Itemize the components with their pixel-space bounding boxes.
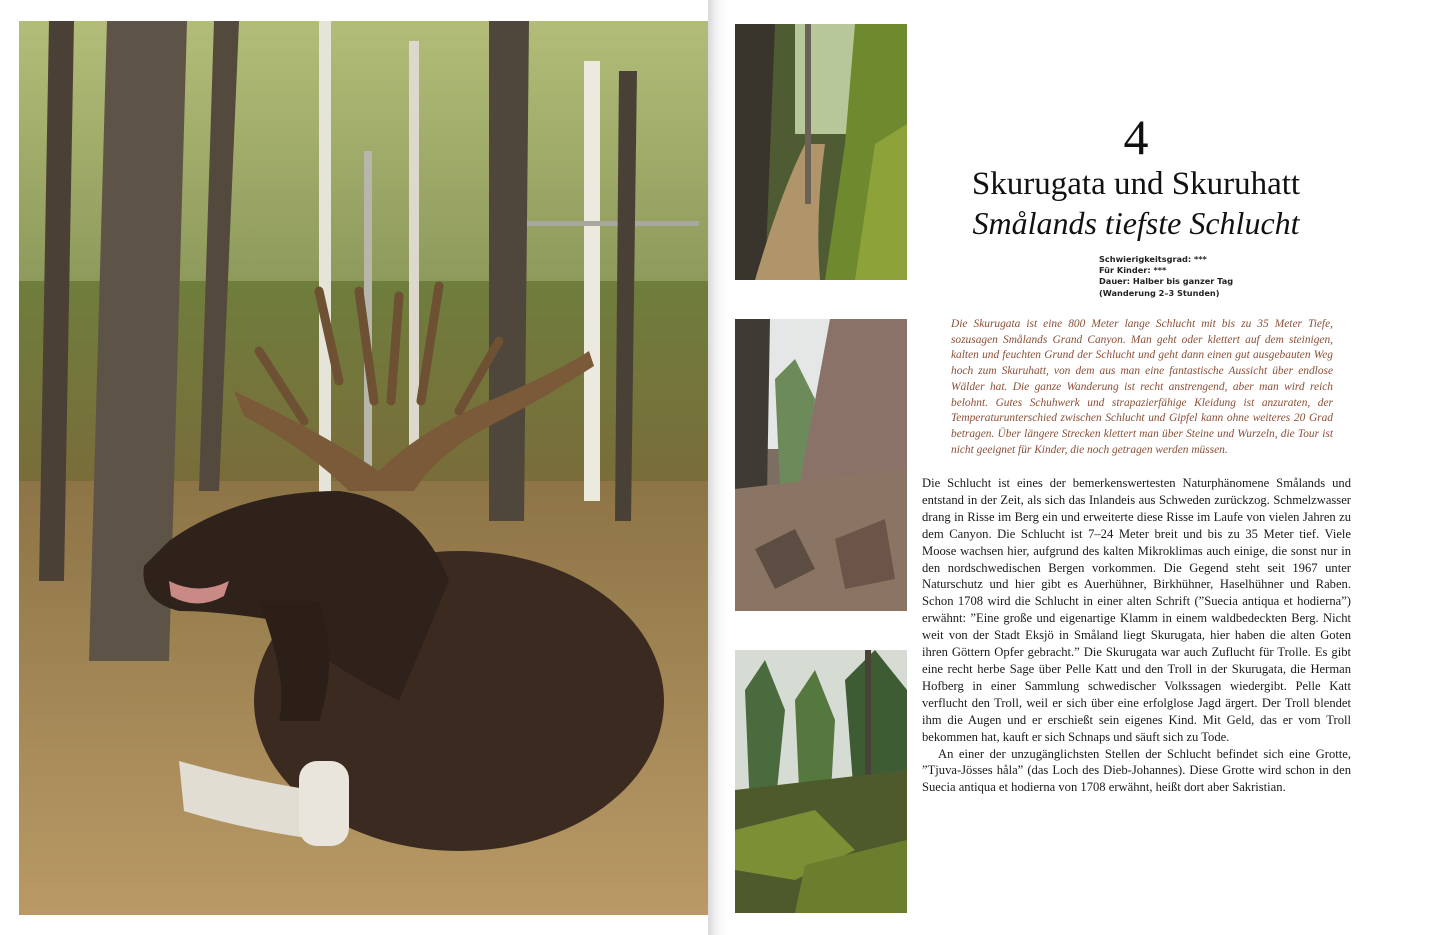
intro-paragraph: Die Skurugata ist eine 800 Meter lange Schlucht mit bis zu 35 Meter Tiefe, sozusagen Smålands Grand Canyon. Man geht oder klettert auf dem steinigen, kalten und feuchten Grund der Schlucht und geht dann einen gut ausgebauten Weg hoch zum Skuruhatt, von dem aus man eine fantastische Aussicht über endlose Wälder hat. Die ganze Wanderung ist recht anstrengend, aber man wird reich belohnt. Gutes Schuhwerk und strapazierfähige Kleidung ist anzuraten, der Temperaturunterschied zwischen Schlucht und Gipfel kann ohne weiteres 20 Grad betragen. Über längere Strecken klettert man über Steine und Wurzeln, die Tour ist nicht geeignet für Kinder, die noch getragen werden müssen. — [951, 318, 1333, 456]
gorge-photo-rocks — [735, 319, 907, 611]
tour-facts — [1099, 254, 1299, 299]
chapter-title: Skurugata und Skuruhatt — [971, 166, 1301, 202]
chapter-subtitle: Smålands tiefste Schlucht — [972, 205, 1300, 241]
moose-photo — [19, 21, 708, 915]
body-text — [922, 475, 1351, 796]
page-gutter — [708, 0, 728, 935]
chapter-number: 4 — [1123, 109, 1149, 165]
duration: Dauer: Halber bis ganzer Tag — [1099, 276, 1234, 287]
body-paragraph: An einer der unzugänglichsten Stellen der Schlucht befindet sich eine Grotte, ”Tjuva-Jösses håla” (das Loch des Dieb-Johannes). Diese Grotte wird schon in den Suecia antiqua et hodierna von 1708 erwähnt, heißt dort aber Sakristian. — [922, 746, 1351, 795]
hike-duration: (Wanderung 2–3 Stunden) — [1099, 287, 1220, 298]
difficulty-rating: Schwierigkeitsgrad: *** — [1099, 254, 1207, 264]
body-paragraph: Die Schlucht ist eines der bemerkenswertesten Naturphänomene Smålands und entstand in der Zeit, als sich das Inlandeis aus Schweden zurückzog. Schmelzwasser drang in Risse im Berg ein und erweiterte diese Risse im Laufe von vielen Jahren zu dem Canyon. Die Schlucht ist 7–24 Meter breit und bis zu 35 Meter tief. Viele Moose wachsen hier, aufgrund des kalten Mikroklimas auch einige, die sonst nur in den nordschwedischen Bergen vorkommen. Die Gegend steht seit 1967 unter Naturschutz und hier gibt es Auerhühner, Birkhühner, Haselhühner und Raben. Schon 1708 wird die Schlucht in einer alten Schrift (”Suecia antiqua et hodierna”) erwähnt: ”Eine große und eigenartige Klamm in einem waldbedeckten Berg. Nicht weit von der Stadt Eksjö in Småland liegt Skurugata, hier haben die alten Goten ihren Göttern Opfer gebracht.” Die Skurugata war auch Zuflucht für Trolle. Es gibt eine recht herbe Sage über Pelle Katt und den Troll in der Skurugata, die Herman Hofberg in einer Sammlung schwedischer Volkssagen wiedergibt. Pelle Katt verflucht den Troll, weil er sich über eine erfolglose Jagd ärgert. Der Troll blendet ihm die Augen und er erschießt sein eigenes Kind. Mit Geld, das er vom Troll bekommen hat, kauft er sich Schnaps und säuft sich zu Tode. — [922, 476, 1351, 744]
gorge-photo-trail — [735, 24, 907, 280]
kids-rating: Für Kinder: *** — [1099, 265, 1167, 276]
gorge-photo-forest — [735, 650, 907, 913]
